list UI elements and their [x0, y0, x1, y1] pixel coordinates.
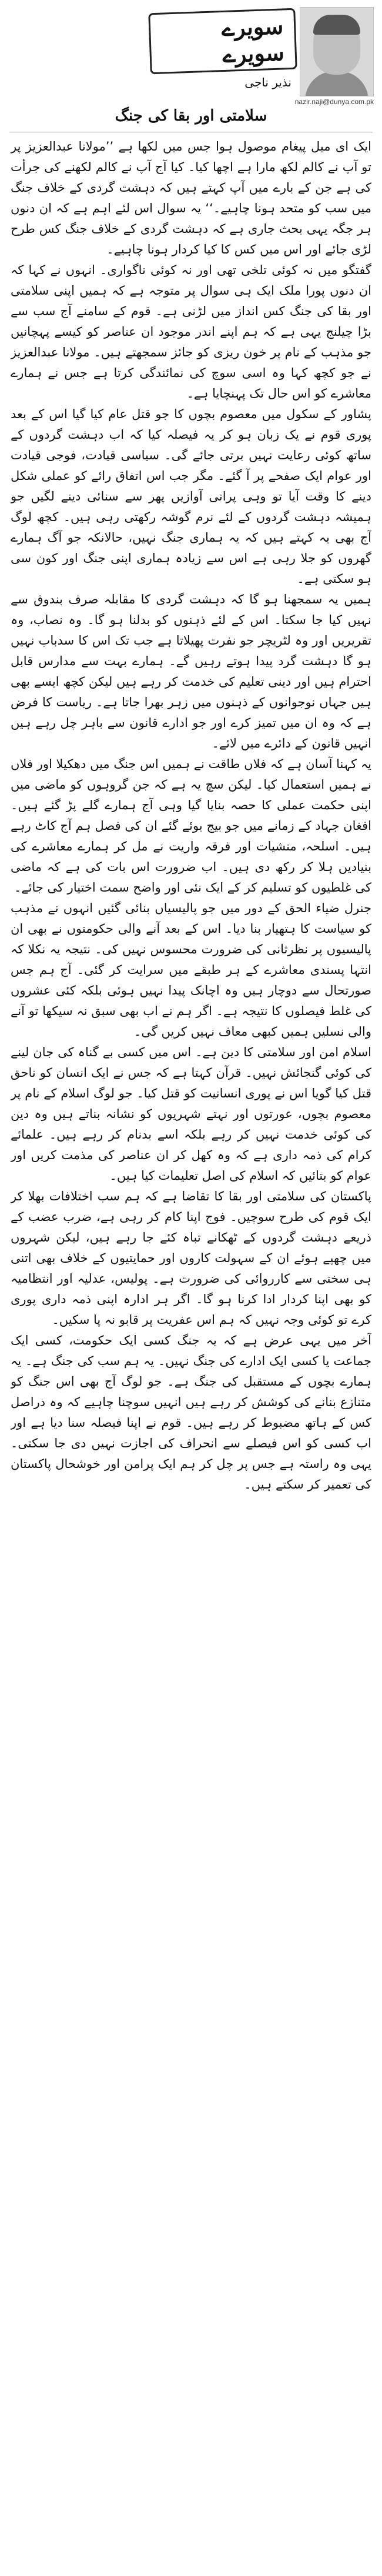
column-logo: سویرے سویرے — [148, 8, 297, 75]
author-name: نذیر ناجی — [244, 75, 291, 89]
author-email[interactable]: nazir.naji@dunya.com.pk — [294, 98, 374, 106]
article-paragraph: پشاور کے سکول میں معصوم بچوں کا جو قتل عام کیا گیا اس کے بعد پوری قوم نے یک زبان ہو کر یہ فیصلہ کیا کہ اب دہشت گردوں کے ساتھ کوئی رعایت نہیں برتی جائے گی۔ سیاسی قیادت، فوجی قیادت اور عوام ایک صفحے پر آ گئے۔ مگر جب اس اتفاق رائے کو عملی شکل دینے کا وقت آیا تو وہی پرانی آوازیں پھر سے سنائی دینے لگیں جو ہمیشہ دہشت گردوں کے لئے نرم گوشہ رکھتی رہی ہیں۔ کچھ لوگ آج بھی یہ کہتے ہیں کہ یہ ہماری جنگ نہیں، حالانکہ جو آگ ہمارے گھروں کو جلا رہی ہے اس سے زیادہ ہماری اپنی جنگ اور کون سی ہو سکتی ہے۔ — [11, 407, 371, 586]
author-photo — [300, 7, 374, 96]
article-paragraph: اسلام امن اور سلامتی کا دین ہے۔ اس میں کسی بے گناہ کی جان لینے کی کوئی گنجائش نہیں۔ قرآن کہتا ہے کہ جس نے ایک انسان کو ناحق قتل کیا گویا اس نے پوری انسانیت کو قتل کیا۔ جو لوگ اسلام کے نام پر معصوم بچوں، عورتوں اور نہتے شہریوں کو نشانہ بناتے ہیں وہ دین کی کوئی خدمت نہیں کر رہے بلکہ اسے بدنام کر رہے ہیں۔ علمائے کرام کی ذمہ داری ہے کہ وہ کھل کر ان عناصر کی مذمت کریں اور عوام کو بتائیں کہ اسلام کی اصل تعلیمات کیا ہیں۔ — [11, 1045, 371, 1183]
author-photo-hair — [313, 15, 360, 35]
article-paragraph: جنرل ضیاء الحق کے دور میں جو پالیسیاں بنائی گئیں انہوں نے مذہب کو سیاست کا ہتھیار بنا دیا۔ اس کے بعد آنے والی حکومتوں نے بھی ان پالیسیوں پر نظرثانی کی ضرورت محسوس نہیں کی۔ نتیجہ یہ نکلا کہ انتہا پسندی معاشرے کے ہر طبقے میں سرایت کر گئی۔ آج ہم جس صورتحال سے دوچار ہیں وہ اچانک پیدا نہیں ہوئی بلکہ کئی عشروں کی غلط فیصلوں کا نتیجہ ہے۔ اگر ہم نے اب بھی سبق نہ سیکھا تو آنے والی نسلیں ہمیں کبھی معاف نہیں کریں گی۔ — [11, 901, 371, 1039]
article-paragraph: ہمیں یہ سمجھنا ہو گا کہ دہشت گردی کا مقابلہ صرف بندوق سے نہیں کیا جا سکتا۔ اس کے لئے ذہنوں کو بدلنا ہو گا۔ وہ نصاب، وہ تقریریں اور وہ لٹریچر جو نفرت پھیلاتا ہے جب تک اس کا سدباب نہیں ہو گا دہشت گرد پیدا ہوتے رہیں گے۔ ہمارے بہت سے مدارس قابل احترام ہیں اور دینی تعلیم کی خدمت کر رہے ہیں لیکن کچھ ایسے بھی ہیں جہاں نوجوانوں کے ذہنوں میں زہر بھرا جاتا ہے۔ ریاست کا فرض ہے کہ وہ ان میں تمیز کرے اور جو ادارے قانون سے باہر چل رہے ہیں انہیں قانون کے دائرے میں لائے۔ — [11, 592, 371, 750]
article-paragraph: پاکستان کی سلامتی اور بقا کا تقاضا ہے کہ ہم سب اختلافات بھلا کر ایک قوم کی طرح سوچیں۔ فوج اپنا کام کر رہی ہے، ضرب عضب کے ذریعے دہشت گردوں کے ٹھکانے تباہ کئے جا رہے ہیں، لیکن شہروں میں چھپے ہوئے ان کے سہولت کاروں اور حمایتیوں کے خلاف بھی اتنی ہی سختی سے کارروائی کی ضرورت ہے۔ پولیس، عدلیہ اور انتظامیہ کو بھی اپنا کردار ادا کرنا ہو گا۔ اگر ہر ادارہ اپنی ذمہ داری پوری کرے تو کوئی وجہ نہیں کہ ہم اس عفریت پر قابو نہ پا سکیں۔ — [11, 1189, 371, 1327]
article-paragraph: آخر میں یہی عرض ہے کہ یہ جنگ کسی ایک حکومت، کسی ایک جماعت یا کسی ایک ادارے کی جنگ نہیں۔ یہ ہم سب کی جنگ ہے۔ یہ ہمارے بچوں کے مستقبل کی جنگ ہے۔ جو لوگ آج بھی اس جنگ کو متنازع بنانے کی کوشش کر رہے ہیں انہیں سوچنا چاہیے کہ وہ دراصل کس کے ہاتھ مضبوط کر رہے ہیں۔ قوم نے اپنا فیصلہ سنا دیا ہے اور اب کسی کو اس فیصلے سے انحراف کی اجازت نہیں دی جا سکتی۔ یہی وہ راستہ ہے جس پر چل کر ہم ایک پرامن اور خوشحال پاکستان کی تعمیر کر سکتے ہیں۔ — [11, 1333, 371, 1491]
column-masthead — [149, 11, 296, 89]
column-header — [0, 0, 382, 125]
article-paragraph: یہ کہنا آسان ہے کہ فلاں طاقت نے ہمیں اس جنگ میں دھکیلا اور فلاں نے ہمیں استعمال کیا۔ لیکن سچ یہ ہے کہ جن گروہوں کو ماضی میں اپنی حکمت عملی کا حصہ بنایا گیا وہی آج ہمارے گلے پڑ گئے ہیں۔ افغان جہاد کے زمانے میں جو بیج بوئے گئے ان کی فصل ہم آج کاٹ رہے ہیں۔ اسلحہ، منشیات اور فرقہ واریت نے مل کر ہمارے معاشرے کی بنیادیں ہلا کر رکھ دی ہیں۔ اب ضرورت اس بات کی ہے کہ ماضی کی غلطیوں کو تسلیم کر کے ایک نئی اور واضح سمت اختیار کی جائے۔ — [11, 757, 371, 895]
author-photo-shoulders — [305, 71, 368, 96]
article-body — [11, 136, 371, 2565]
article-headline: سلامتی اور بقا کی جنگ — [115, 107, 267, 125]
article-paragraph: ایک ای میل پیغام موصول ہوا جس میں لکھا ہے ’’مولانا عبدالعزیز پر تو آپ نے کالم لکھ مارا ہے اچھا کیا۔ کیا آج آپ نے کالم لکھنے کی جرأت کی ہے جن کے بارے میں آپ کہتے ہیں کہ دہشت گردی کے خلاف جنگ میں سب کو متحد ہونا چاہیے۔‘‘ یہ سوال اس لئے اہم ہے کہ ان دنوں ہر جگہ یہی بحث جاری ہے کہ دہشت گردی کے خلاف جنگ کس طرح لڑی جائے اور اس میں کس کا کیا کردار ہونا چاہیے۔ — [11, 139, 371, 256]
article-paragraph: گفتگو میں نہ کوئی تلخی تھی اور نہ کوئی ناگواری۔ انہوں نے کہا کہ ان دنوں پورا ملک ایک ہی سوال پر متوجہ ہے کہ ہمیں اپنی سلامتی اور بقا کی جنگ کس انداز میں لڑنی ہے۔ قوم کے سامنے آج سب سے بڑا چیلنج یہی ہے کہ ہم اپنے اندر موجود ان عناصر کو کیسے پہچانیں جو مذہب کے نام پر خون ریزی کو جائز سمجھتے ہیں۔ مولانا عبدالعزیز نے جو کچھ کہا وہ اسی سوچ کی نمائندگی کرتا ہے جس نے ہمارے معاشرے کو اس حال تک پہنچایا ہے۔ — [11, 263, 371, 401]
